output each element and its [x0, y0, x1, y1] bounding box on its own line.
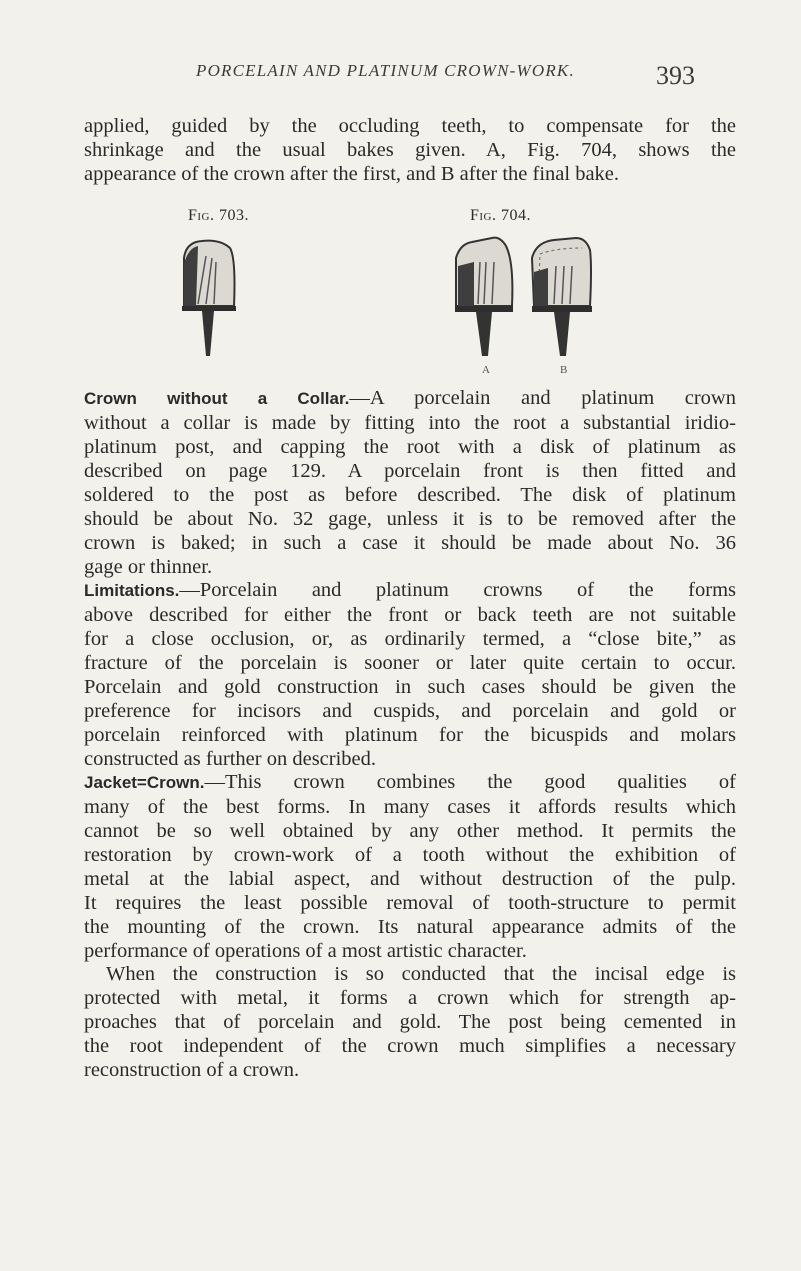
text-line: Limitations.—Porcelain and platinum crowns of the forms	[84, 579, 736, 601]
jacket-crown-paragraph	[84, 770, 736, 963]
text-line: many of the best forms. In many cases it affords results which	[84, 796, 736, 818]
text-line: reconstruction of a crown.	[84, 1059, 300, 1081]
text-line: metal at the labial aspect, and without destruction of the pulp.	[84, 868, 736, 890]
text-line: should be about No. 32 gage, unless it is to be removed after the	[84, 508, 736, 530]
limitations-paragraph	[84, 578, 736, 771]
crown-figure-704-a	[452, 232, 518, 358]
text-line: the root independent of the crown much simplifies a necessary	[84, 1035, 736, 1057]
construction-paragraph	[84, 962, 736, 1082]
figure-letter-b: B	[560, 364, 568, 376]
text-line: Porcelain and gold construction in such cases should be given the	[84, 676, 736, 698]
text-line: restoration by crown-work of a tooth without the exhibition of	[84, 844, 736, 866]
text-line: the mounting of the crown. Its natural appearance admits of the	[84, 916, 736, 938]
running-title: PORCELAIN AND PLATINUM CROWN-WORK.	[196, 61, 575, 80]
text-line: applied, guided by the occluding teeth, to compensate for the	[84, 115, 736, 137]
figure-704-label: Fig. 704.	[470, 207, 532, 224]
text-line: shrinkage and the usual bakes given. A, Fig. 704, shows the	[84, 139, 736, 161]
intro-paragraph	[84, 114, 736, 186]
text-line: fracture of the porcelain is sooner or later quite certain to occur.	[84, 652, 736, 674]
text-line: Jacket=Crown.—This crown combines the good qualities of	[84, 771, 736, 793]
page-header	[0, 57, 801, 97]
text-line: appearance of the crown after the first, and B after the final bake.	[84, 163, 620, 185]
text-line: It requires the least possible removal of tooth-structure to permit	[84, 892, 736, 914]
figure-letter-a: A	[482, 364, 490, 376]
crown-figure-703	[176, 236, 240, 358]
text-line: soldered to the post as before described. The disk of platinum	[84, 484, 736, 506]
text-line: crown is baked; in such a case it should be made about No. 36	[84, 532, 736, 554]
text-line: proaches that of porcelain and gold. The post being cemented in	[84, 1011, 736, 1033]
text-line: preference for incisors and cuspids, and porcelain and gold or	[84, 700, 736, 722]
text-line: for a close occlusion, or, as ordinarily termed, a “close bite,” as	[84, 628, 736, 650]
text-line: without a collar is made by fitting into the root a substantial iridio-	[84, 412, 736, 434]
text-line: platinum post, and capping the root with a disk of platinum as	[84, 436, 736, 458]
text-line: Crown without a Collar.—A porcelain and platinum crown	[84, 387, 736, 409]
text-line: above described for either the front or back teeth are not suitable	[84, 604, 736, 626]
crown-figure-704-b	[526, 232, 596, 358]
crown-without-collar-paragraph	[84, 386, 736, 579]
figure-703-label: Fig. 703.	[188, 207, 250, 224]
text-line: protected with metal, it forms a crown which for strength ap-	[84, 987, 736, 1009]
text-line: cannot be so well obtained by any other method. It permits the	[84, 820, 736, 842]
section-heading: Limitations.	[84, 581, 180, 600]
text-line: porcelain reinforced with platinum for the bicuspids and molars	[84, 724, 736, 746]
text-line: performance of operations of a most artistic character.	[84, 940, 527, 962]
text-line: gage or thinner.	[84, 556, 213, 578]
page-number: 393	[656, 61, 695, 90]
section-heading: Crown without a Collar.	[84, 389, 350, 408]
section-heading: Jacket=Crown.	[84, 773, 205, 792]
text-line: When the construction is so conducted that the incisal edge is	[106, 963, 736, 985]
text-line: described on page 129. A porcelain front is then fitted and	[84, 460, 736, 482]
text-line: constructed as further on described.	[84, 748, 377, 770]
